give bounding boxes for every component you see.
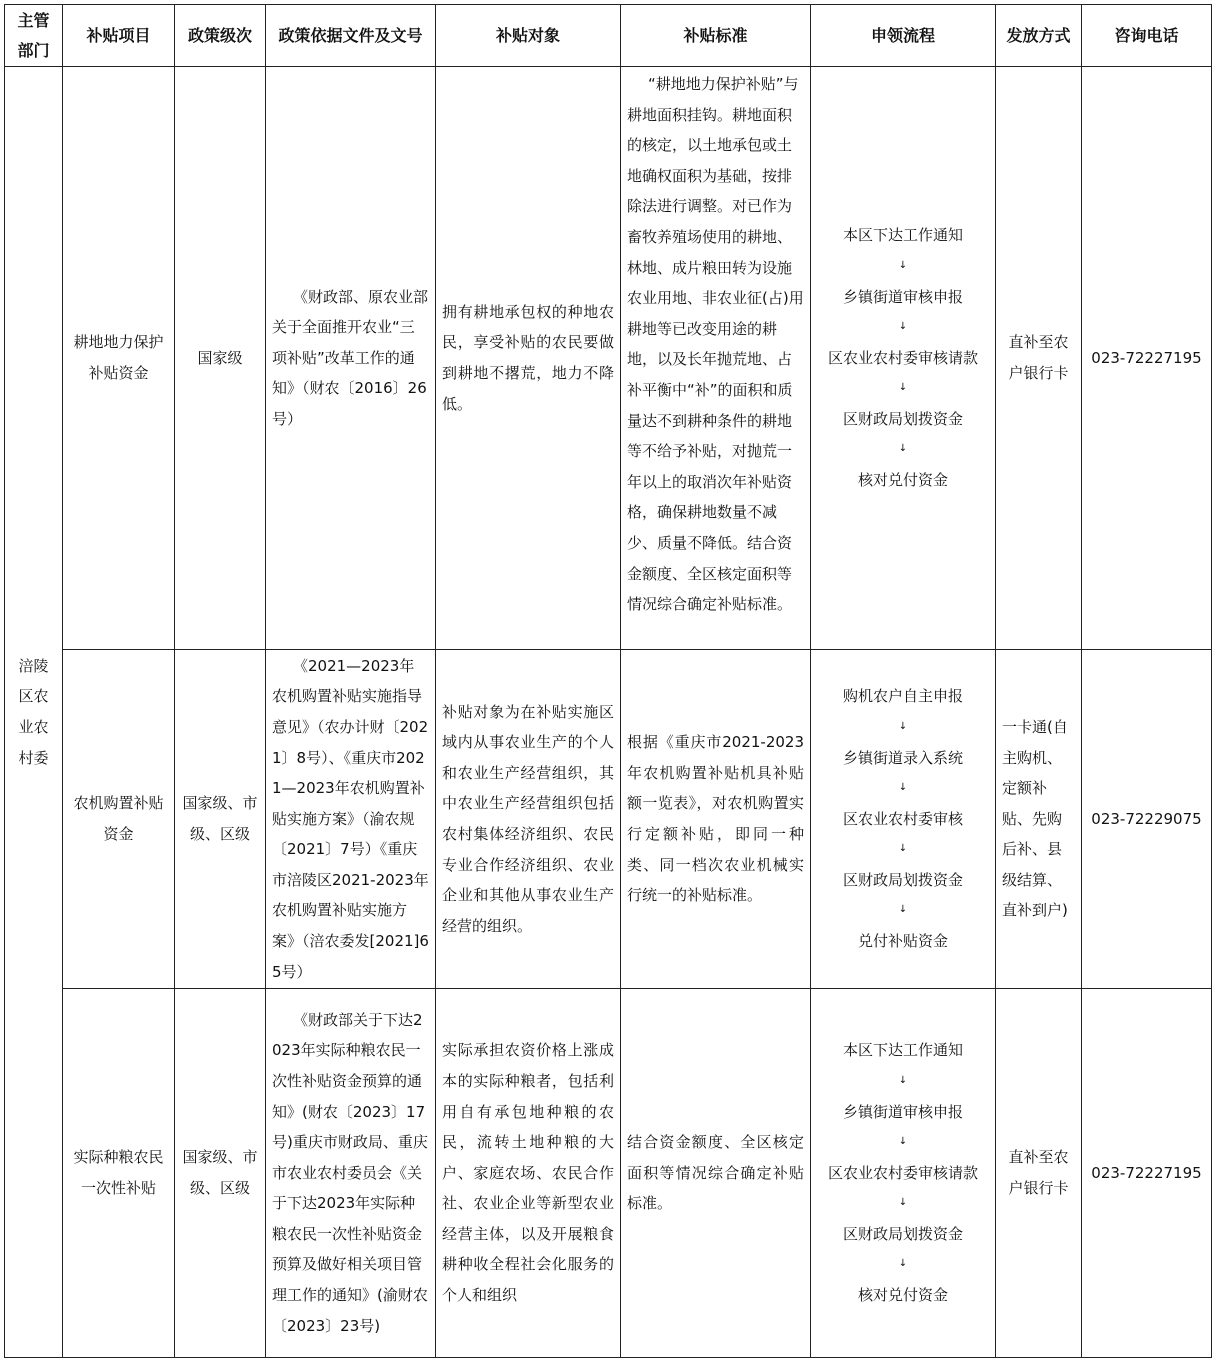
process-step: 区财政局划拨资金 xyxy=(842,1224,963,1243)
arrow-down-icon: ↓ xyxy=(898,1258,908,1270)
payment-cell: 直补至农户银行卡 xyxy=(996,67,1082,650)
target-cell: 实际承担农资价格上涨成本的实际种粮者，包括利用自有承包地种粮的农民，流转土地种粮的大户、家庭农场、农民合作社、农业企业等新型农业经营主体，以及开展粮食耕种收全程社会化服务的个人和组织 xyxy=(436,989,621,1358)
standard-cell xyxy=(621,67,811,650)
standard-text: “耕地地力保护补贴”与耕地面积挂钩。耕地面积的核定，以土地承包或土地确权面积为基础，按排除法进行调整。对已作为畜牧养殖场使用的耕地、林地、成片粮田转为设施农业用地、非农业征(占)用耕地等已改变用途的耕地，以及长年抛荒地、占补平衡中“补”的面积和质量达不到耕种条件的耕地等不给予补贴，对抛荒一年以上的取消次年补贴资格，确保耕地数量不减少、质量不降低。结合资金额度、全区核定面积等情况综合确定补贴标准。 xyxy=(627,75,804,614)
process-step: 区农业农村委审核请款 xyxy=(827,348,978,367)
phone-cell: 023-72227195 xyxy=(1082,989,1212,1358)
policy-cell xyxy=(266,650,436,989)
table-row xyxy=(5,67,1212,650)
header-project: 补贴项目 xyxy=(63,5,175,67)
arrow-down-icon: ↓ xyxy=(898,1136,908,1148)
arrow-down-icon: ↓ xyxy=(898,259,908,271)
process-cell xyxy=(811,67,996,650)
header-level: 政策级次 xyxy=(175,5,266,67)
process-step: 核对兑付资金 xyxy=(857,471,948,490)
standard-cell: 根据《重庆市2021-2023年农机购置补贴机具补贴额一览表》，对农机购置实行定额补贴，即同一种类、同一档次农业机械实行统一的补贴标准。 xyxy=(621,650,811,989)
project-cell: 耕地地力保护补贴资金 xyxy=(63,67,175,650)
header-department: 主管部门 xyxy=(5,5,63,67)
arrow-down-icon: ↓ xyxy=(898,720,908,732)
table-row xyxy=(5,989,1212,1358)
process-step: 乡镇街道审核申报 xyxy=(842,1102,963,1121)
target-cell: 拥有耕地承包权的种地农民，享受补贴的农民要做到耕地不撂荒，地力不降低。 xyxy=(436,67,621,650)
arrow-down-icon: ↓ xyxy=(898,321,908,333)
department-cell: 涪陵区农业农村委 xyxy=(5,67,63,1358)
table-row xyxy=(5,650,1212,989)
phone-cell: 023-72227195 xyxy=(1082,67,1212,650)
level-cell: 国家级 xyxy=(175,67,266,650)
policy-text: 《财政部、原农业部关于全面推开农业“三项补贴”改革工作的通知》（财农〔2016〕26号） xyxy=(272,287,429,428)
process-step: 区财政局划拨资金 xyxy=(842,409,963,428)
process-flow xyxy=(817,1035,989,1310)
header-process: 申领流程 xyxy=(811,5,996,67)
payment-cell: 直补至农户银行卡 xyxy=(996,989,1082,1358)
process-step: 购机农户自主申报 xyxy=(842,687,963,706)
arrow-down-icon: ↓ xyxy=(898,904,908,916)
process-step: 核对兑付资金 xyxy=(857,1286,948,1305)
header-target: 补贴对象 xyxy=(436,5,621,67)
process-flow xyxy=(817,681,989,956)
process-step: 区农业农村委审核 xyxy=(842,809,963,828)
arrow-down-icon: ↓ xyxy=(898,382,908,394)
arrow-down-icon: ↓ xyxy=(898,1074,908,1086)
arrow-down-icon: ↓ xyxy=(898,1197,908,1209)
arrow-down-icon: ↓ xyxy=(898,782,908,794)
header-row xyxy=(5,5,1212,67)
header-policy: 政策依据文件及文号 xyxy=(266,5,436,67)
phone-cell: 023-72229075 xyxy=(1082,650,1212,989)
level-cell: 国家级、市级、区级 xyxy=(175,650,266,989)
arrow-down-icon: ↓ xyxy=(898,843,908,855)
policy-cell xyxy=(266,989,436,1358)
policy-text: 《财政部关于下达2023年实际种粮农民一次性补贴资金预算的通知》(财农〔2023〕17号)重庆市财政局、重庆市农业农村委员会《关于下达2023年实际种粮农民一次性补贴资金预算及做好相关项目管理工作的通知》(渝财农〔2023〕23号) xyxy=(272,1010,428,1335)
subsidy-table xyxy=(4,4,1212,1358)
process-cell xyxy=(811,650,996,989)
policy-cell xyxy=(266,67,436,650)
arrow-down-icon: ↓ xyxy=(898,443,908,455)
process-step: 乡镇街道录入系统 xyxy=(842,748,963,767)
process-step: 区财政局划拨资金 xyxy=(842,870,963,889)
process-cell xyxy=(811,989,996,1358)
header-standard: 补贴标准 xyxy=(621,5,811,67)
project-cell: 实际种粮农民一次性补贴 xyxy=(63,989,175,1358)
standard-cell: 结合资金额度、全区核定面积等情况综合确定补贴标准。 xyxy=(621,989,811,1358)
target-cell: 补贴对象为在补贴实施区域内从事农业生产的个人和农业生产经营组织，其中农业生产经营组织包括农村集体经济组织、农民专业合作经济组织、农业企业和其他从事农业生产经营的组织。 xyxy=(436,650,621,989)
process-step: 本区下达工作通知 xyxy=(842,1041,963,1060)
process-step: 兑付补贴资金 xyxy=(857,932,948,951)
process-step: 乡镇街道审核申报 xyxy=(842,287,963,306)
level-cell: 国家级、市级、区级 xyxy=(175,989,266,1358)
process-step: 区农业农村委审核请款 xyxy=(827,1163,978,1182)
process-step: 本区下达工作通知 xyxy=(842,226,963,245)
process-flow xyxy=(817,220,989,495)
project-cell: 农机购置补贴资金 xyxy=(63,650,175,989)
policy-text: 《2021—2023年农机购置补贴实施指导意见》（农办计财〔2021〕8号）、《重庆市2021—2023年农机购置补贴实施方案》（渝农规〔2021〕7号）《重庆市涪陵区2021-2023年农机购置补贴实施方案》（涪农委发[2021]65号） xyxy=(272,656,429,981)
payment-cell: 一卡通(自主购机、定额补贴、先购后补、县级结算、直补到户) xyxy=(996,650,1082,989)
header-phone: 咨询电话 xyxy=(1082,5,1212,67)
header-payment: 发放方式 xyxy=(996,5,1082,67)
